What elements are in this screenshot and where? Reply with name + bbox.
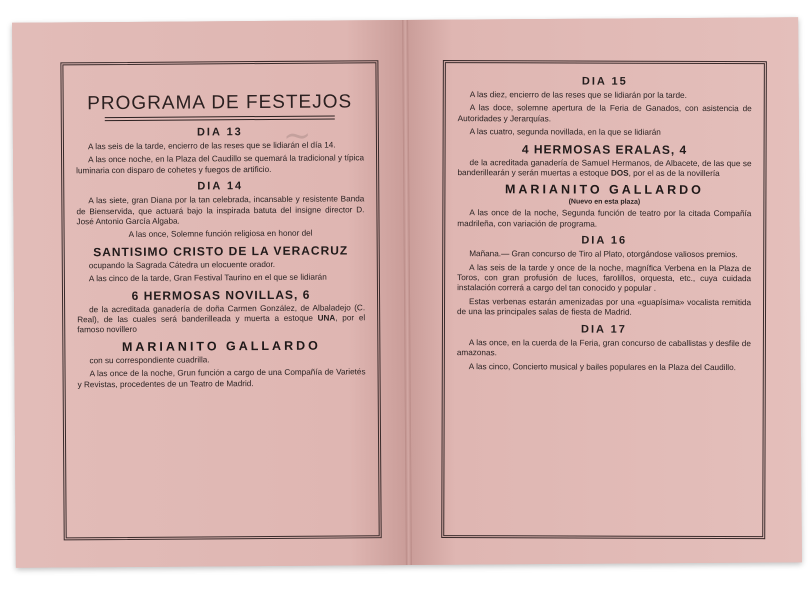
paragraph: A las cinco, Concierto musical y bailes populares en la Plaza del Caudillo. — [468, 361, 736, 372]
bleed-through-mark: ~ — [282, 115, 312, 156]
eralas-heading: 4 HERMOSAS ERALAS, 4 — [521, 141, 688, 157]
paragraph: A las once noche, en la Plaza del Caudillo se quemará la tradicional y típica luminaria con disparo de cohetes y fuegos de artificio. — [76, 153, 365, 176]
paragraph: A las once, en la cuerda de la Feria, gran concurso de caballistas y desfile de amazonas. — [456, 337, 751, 358]
paragraph: ocupando la Sagrada Cátedra un elocuente orador. — [88, 259, 276, 271]
paragraph — [77, 303, 365, 336]
day-13-heading: DIA 13 — [196, 126, 243, 139]
day-15-heading: DIA 15 — [581, 75, 628, 88]
paragraph: A las seis de la tarde y once de la noche, magnífica Verbena en la Plaza de Toros, con gran profusión de luces, farolillos, orquesta, etc., cuya cuidada instalación correrá a cargo del tan conocido y popular . — [457, 262, 752, 294]
paragraph — [457, 158, 751, 180]
paragraph: A las cinco de la tarde, Gran Festival Taurino en el que se lidiarán — [88, 272, 327, 284]
paragraph: con su correspondiente cuadrilla. — [89, 355, 210, 366]
text-span: , por el famoso novillero — [77, 313, 366, 335]
day-14-heading: DIA 14 — [197, 180, 244, 193]
paragraph: A las seis de la tarde, encierro de las reses que se lidiarán el día 14. — [87, 140, 336, 152]
text-span: de la acreditada ganadería de Samuel Hermanos, de Albacete, de las que se banderillearán y serán muertas a estoque — [457, 157, 752, 178]
program-title: PROGRAMA DE FESTEJOS — [87, 91, 353, 115]
title-underline — [105, 115, 335, 121]
text-span: , por el as de la novillería — [628, 168, 720, 179]
right-program-frame — [441, 60, 767, 539]
torero-name: MARIANITO GALLARDO — [504, 182, 704, 198]
emphasis-text: DOS — [610, 168, 629, 178]
booklet-spread — [12, 17, 802, 567]
emphasis-text: UNA — [317, 313, 336, 323]
day-17-heading: DIA 17 — [581, 323, 627, 336]
text-span: de la acreditada ganadería de doña Carmen González, de Albaladejo (C. Real), de las cuales será banderilleada y muerta a estoque — [77, 302, 366, 325]
torero-note: (Nuevo en esta plaza) — [568, 198, 641, 207]
paragraph: A las doce, solemne apertura de la Feria de Ganados, con asistencia de Autoridades y Jerarquías. — [457, 103, 752, 124]
paragraph: A las once de la noche, Segunda función de teatro por la citada Compañía madrileña, con variación de programa. — [457, 208, 752, 229]
paragraph: A las once, Solemne función religiosa en honor del — [128, 229, 313, 240]
paragraph: A las diez, encierro de las reses que se lidiarán por la tarde. — [469, 90, 687, 100]
novillas-heading: 6 HERMOSAS NOVILLAS, 6 — [131, 287, 311, 303]
day-16-heading: DIA 16 — [581, 234, 628, 247]
torero-name: MARIANITO GALLARDO — [121, 338, 321, 354]
left-program-frame — [60, 60, 381, 540]
paragraph: A las once de la noche, Grun función a cargo de una Compañía de Varietés y Revistas, procedentes de un Teatro de Madrid. — [77, 367, 366, 389]
paragraph: A las siete, gran Diana por la tan celebrada, incansable y resistente Banda de Bienservida, que actuará bajo la inspirada batuta del insigne director D. José Antonio García Algaba. — [76, 194, 365, 227]
cristo-heading: SANTISIMO CRISTO DE LA VERACRUZ — [93, 243, 349, 260]
paragraph: Estas verbenas estarán amenizadas por una «guapísima» vocalista remitida de una las principales salas de fiesta de Madrid. — [456, 297, 752, 318]
paragraph: A las cuatro, segunda novillada, en la que se lidiarán — [469, 127, 661, 138]
paragraph: Mañana.— Gran concurso de Tiro al Plato, otorgándose valiosos premios. — [469, 249, 738, 260]
